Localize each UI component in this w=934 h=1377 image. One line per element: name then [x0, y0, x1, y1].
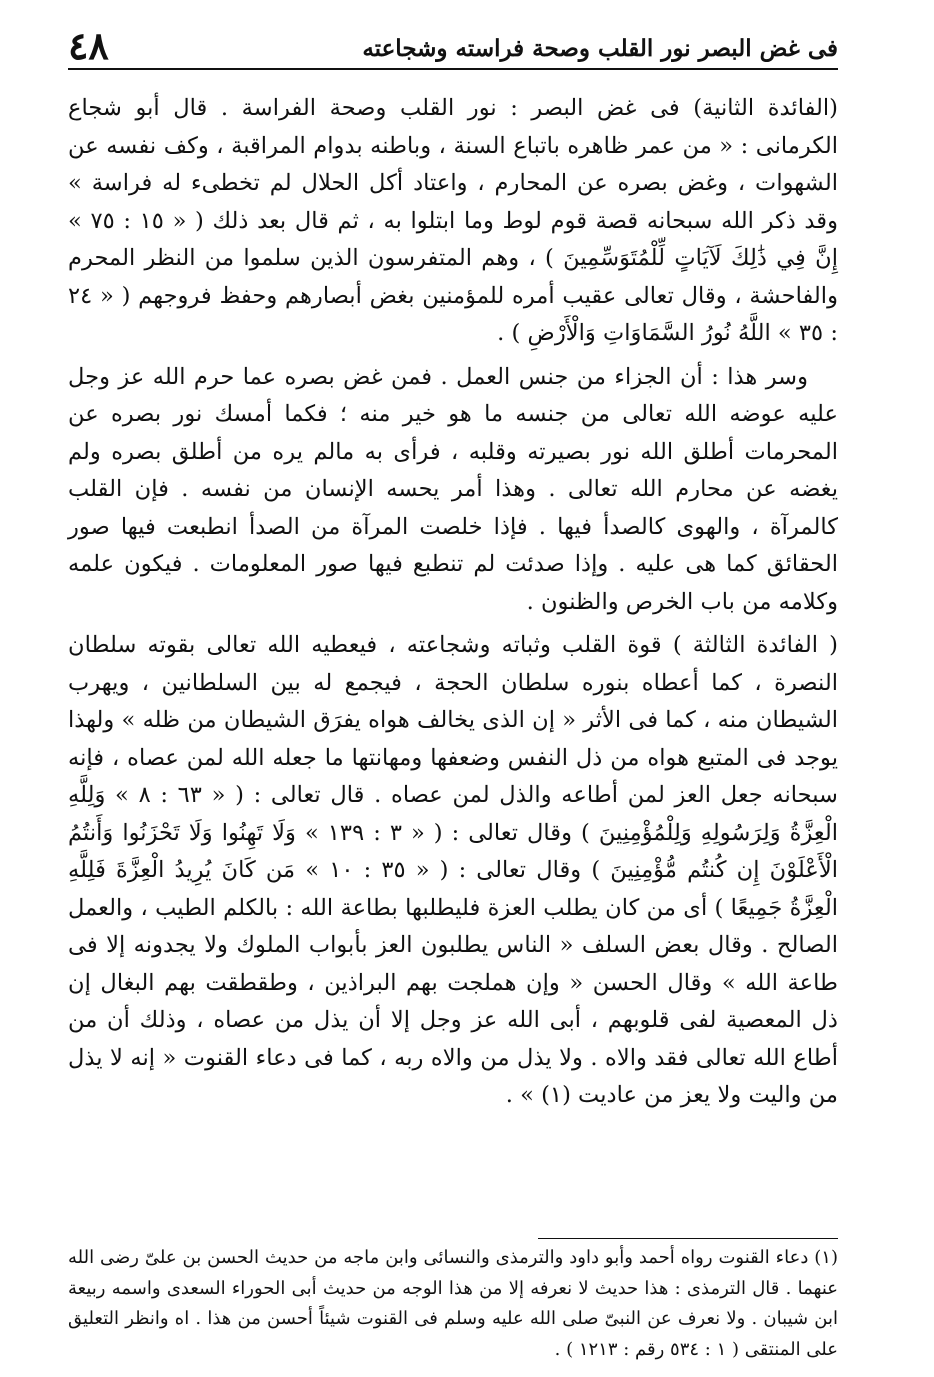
- footnote-rule: [538, 1238, 838, 1239]
- book-page: [68, 0, 838, 1377]
- footnotes: [68, 1243, 838, 1365]
- running-title: فى غض البصر نور القلب وصحة فراسته وشجاعته: [362, 35, 838, 62]
- page-header: [68, 23, 838, 68]
- body-text: [68, 90, 838, 1121]
- paragraph-second-benefit: (الفائدة الثانية) فى غض البصر : نور القلب وصحة الفراسة . قال أبو شجاع الكرمانى : « من عمر ظاهره باتباع السنة ، وباطنه بدوام المراقبة ، وكف نفسه عن الشهوات ، وغض بصره عن المحارم ، واعتاد أكل الحلال لم تخطىء له فراسة » وقد ذكر الله سبحانه قصة قوم لوط وما ابتلوا به ، ثم قال بعد ذلك ( « ١٥ : ٧٥ » إِنَّ فِي ذَٰلِكَ لَآيَاتٍ لِّلْمُتَوَسِّمِينَ ) ، وهم المتفرسون الذين سلموا من النظر المحرم والفاحشة ، وقال تعالى عقيب أمره للمؤمنين بغض أبصارهم وحفظ فروجهم ( « ٢٤ : ٣٥ » اللَّهُ نُورُ السَّمَاوَاتِ وَالْأَرْضِ ) .: [68, 95, 838, 346]
- page-number: ٤٨: [68, 23, 109, 68]
- paragraph-reward-explanation: وسر هذا : أن الجزاء من جنس العمل . فمن غض بصره عما حرم الله عز وجل عليه عوضه الله تعالى من جنسه ما هو خير منه ؛ فكما أمسك نور بصره عن المحرمات أطلق الله نور بصيرته وقلبه ، فرأى به مالم يره من أطلق بصره ولم يغضه عن محارم الله تعالى . وهذا أمر يحسه الإنسان من نفسه . فإن القلب كالمرآة ، والهوى كالصدأ فيها . فإذا خلصت المرآة من الصدأ انطبعت فيها صور الحقائق كما هى عليه . وإذا صدئت لم تنطبع فيها صور المعلومات . فيكون علمه وكلامه من باب الخرص والظنون .: [68, 363, 838, 615]
- header-rule: [68, 68, 838, 70]
- paragraph-third-benefit: ( الفائدة الثالثة ) قوة القلب وثباته وشجاعته ، فيعطيه الله تعالى بقوته سلطان النصرة ، كما أعطاه بنوره سلطان الحجة ، فيجمع له بين السلطانين ، ويهرب الشيطان منه ، كما فى الأثر « إن الذى يخالف هواه يفرَق الشيطان من ظله » ولهذا يوجد فى المتبع هواه من ذل النفس وضعفها ومهانتها ما جعله الله لمن عصاه ، فإنه سبحانه جعل العز لمن أطاعه والذل لمن عصاه . قال تعالى : ( « ٦٣ : ٨ » وَلِلَّهِ الْعِزَّةُ وَلِرَسُولِهِ وَلِلْمُؤْمِنِينَ ) وقال تعالى : ( « ٣ : ١٣٩ » وَلَا تَهِنُوا وَلَا تَحْزَنُوا وَأَنتُمُ الْأَعْلَوْنَ إِن كُنتُم مُّؤْمِنِينَ ) وقال تعالى : ( « ٣٥ : ١٠ » مَن كَانَ يُرِيدُ الْعِزَّةَ فَلِلَّهِ الْعِزَّةُ جَمِيعًا ) أى من كان يطلب العزة فليطلبها بطاعة الله : بالكلم الطيب ، والعمل الصالح . وقال بعض السلف « الناس يطلبون العز بأبواب الملوك ولا يجدونه إلا فى طاعة الله » وقال الحسن « وإن هملجت بهم البراذين ، وطقطقت بهم البغال إن ذل المعصية لفى قلوبهم ، أبى الله عز وجل إلا أن يذل من عصاه ، وذلك أن من أطاع الله تعالى فقد والاه . ولا يذل من والاه ربه ، كما فى دعاء القنوت « إنه لا يذل من واليت ولا يعز من عاديت (١) » .: [68, 632, 838, 1108]
- footnote-1: (١) دعاء القنوت رواه أحمد وأبو داود والترمذى والنسائى وابن ماجه من حديث الحسن بن علىّ رضى الله عنهما . قال الترمذى : هذا حديث لا نعرفه إلا من هذا الوجه من حديث أبى الحوراء السعدى واسمه ربيعة ابن شيبان . ولا نعرف عن النبىّ صلى الله عليه وسلم فى القنوت شيئاً أحسن من هذا . اه وانظر التعليق على المنتقى ( ١ : ٥٣٤ رقم : ١٢١٣ ) .: [68, 1247, 838, 1360]
